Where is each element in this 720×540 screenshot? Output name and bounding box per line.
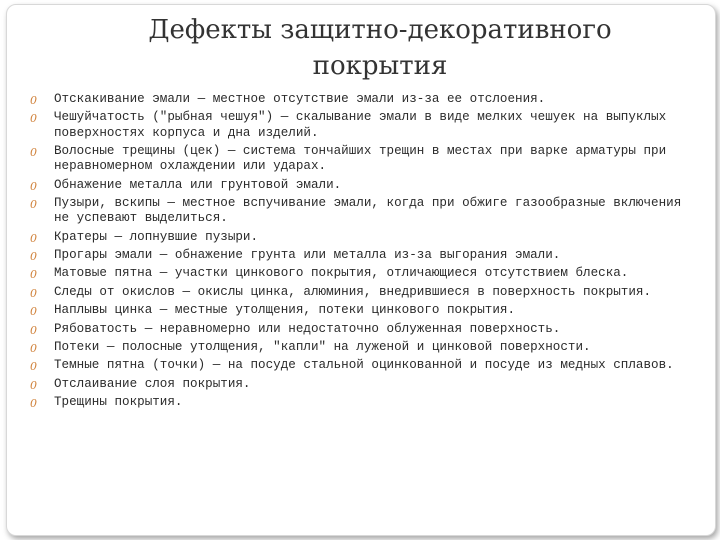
bullet-icon: 0 — [30, 323, 37, 337]
list-item — [30, 340, 700, 355]
list-item-text: Отскакивание эмали — местное отсутствие эмали из-за ее отслоения. — [54, 92, 546, 106]
list-item-text: Обнажение металла или грунтовой эмали. — [54, 177, 342, 192]
bullet-icon: 0 — [30, 360, 37, 374]
bullet-icon: 0 — [30, 305, 37, 319]
bullet-icon: 0 — [30, 249, 37, 263]
list-item — [30, 395, 700, 410]
list-item — [30, 144, 700, 174]
bullet-icon: 0 — [30, 197, 37, 211]
bullet-icon: 0 — [30, 94, 37, 107]
list-item — [30, 285, 700, 300]
list-item — [30, 358, 700, 373]
list-item — [30, 377, 700, 392]
list-item-text: Матовые пятна — участки цинкового покрытия, отличающиеся отсутствием блеска. — [54, 266, 629, 281]
bullet-icon: 0 — [30, 341, 37, 355]
list-item — [30, 248, 700, 263]
list-item-text: Трещины покрытия. — [54, 395, 183, 410]
bullet-icon: 0 — [30, 286, 37, 300]
bullet-icon: 0 — [30, 145, 37, 159]
list-item — [30, 303, 700, 318]
list-item-text: Прогары эмали — обнажение грунта или металла из-за выгорания эмали. — [54, 247, 561, 262]
list-item — [30, 230, 700, 245]
list-item — [30, 92, 700, 107]
bullet-icon: 0 — [30, 397, 37, 411]
list-item-text: Рябоватость — неравномерно или недостаточно облуженная поверхность. — [54, 321, 561, 336]
list-item — [30, 266, 700, 281]
list-item-text: Пузыри, вскипы — местное вспучивание эмали, когда при обжиге газообразные включения не успевают выделиться. — [54, 195, 682, 226]
list-item-text: Потеки — полосные утолщения, "капли" на луженой и цинковой поверхности. — [54, 339, 591, 354]
bullet-icon: 0 — [30, 179, 37, 193]
bullet-icon: 0 — [30, 112, 37, 126]
bullet-icon: 0 — [30, 231, 37, 245]
list-item — [30, 196, 700, 226]
list-item — [30, 110, 700, 140]
slide-title: Дефекты защитно-декоративного покрытия — [148, 15, 612, 81]
list-item-text: Отслаивание слоя покрытия. — [54, 376, 251, 391]
list-item-text: Наплывы цинка — местные утолщения, потеки цинкового покрытия. — [54, 303, 516, 318]
bullet-icon: 0 — [30, 378, 37, 392]
list-item-text: Волосные трещины (цек) — система тончайших трещин в местах при варке арматуры при неравномерном охлаждении или ударах. — [54, 143, 667, 174]
list-item-text: Темные пятна (точки) — на посуде стальной оцинкованной и посуде из медных сплавов. — [54, 358, 674, 373]
list-item-text: Кратеры — лопнувшие пузыри. — [54, 229, 259, 244]
list-item — [30, 178, 700, 193]
defects-list — [30, 92, 700, 413]
list-item — [30, 322, 700, 337]
bullet-icon: 0 — [30, 268, 37, 282]
list-item-text: Следы от окислов — окислы цинка, алюминия, внедрившиеся в поверхность покрытия. — [54, 284, 652, 299]
list-item-text: Чешуйчатость ("рыбная чешуя") — скалывание эмали в виде мелких чешуек на выпуклых поверхностях корпуса и дна изделий. — [54, 110, 667, 140]
